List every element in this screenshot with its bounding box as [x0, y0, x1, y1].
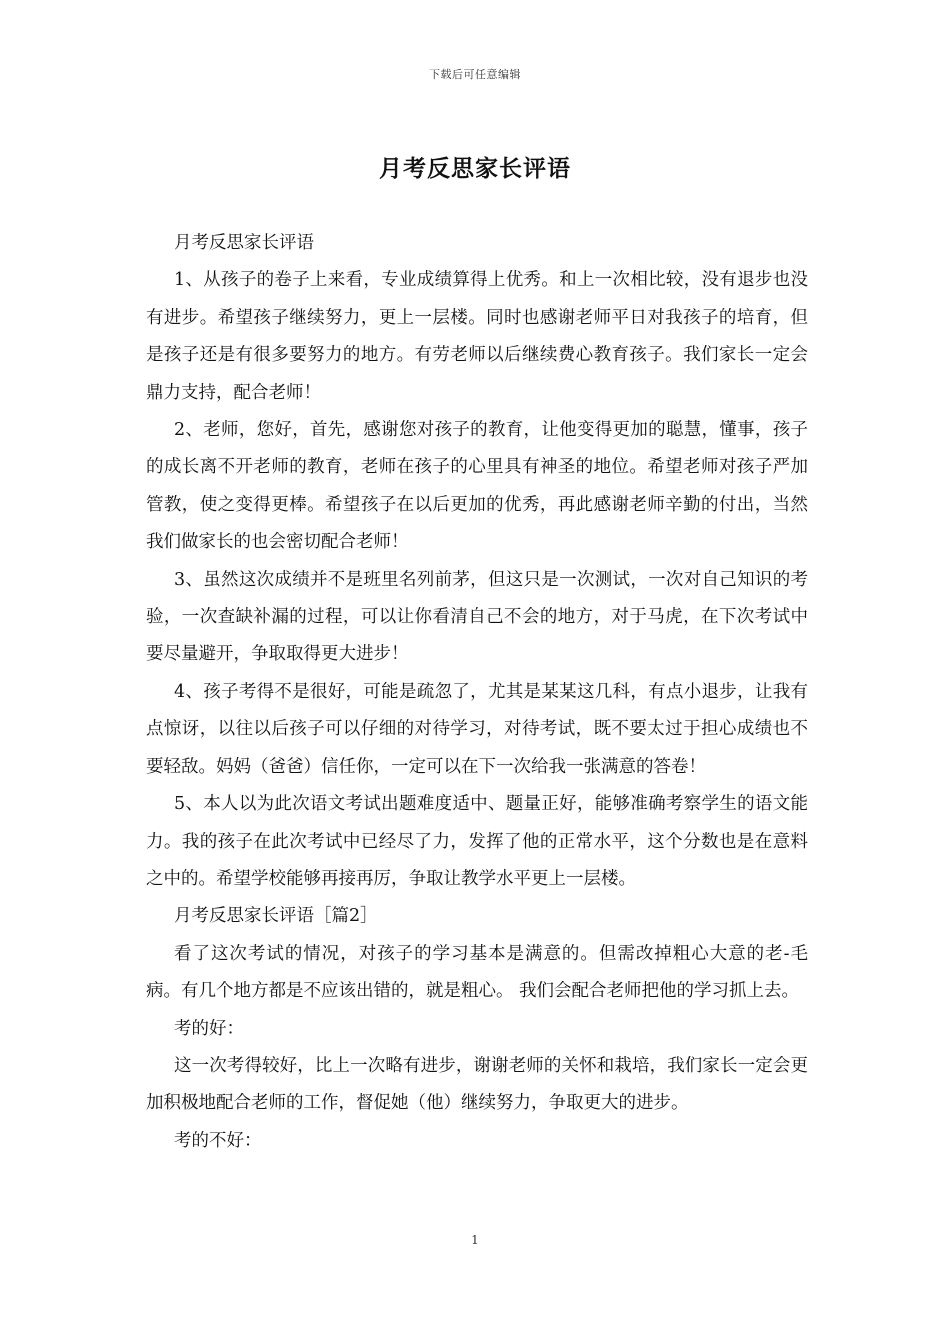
- paragraph-bad-heading: 考的不好：: [174, 1130, 262, 1151]
- paragraph-section-body: 看了这次考试的情况，对孩子的学习基本是满意的。但需改掉粗心大意的老-毛病。有几个地方都是不应该出错的，就是粗心。 我们会配合老师把他的学习抓上去。: [146, 943, 808, 1002]
- document-title: 月考反思家长评语: [379, 155, 571, 182]
- paragraph-comment-1: 1、从孩子的卷子上来看，专业成绩算得上优秀。和上一次相比较，没有退步也没有进步。希望孩子继续努力，更上一层楼。同时也感谢老师平日对我孩子的培育，但是孩子还是有很多要努力的地方。有劳老师以后继续费心教育孩子。我们家长一定会鼎力支持，配合老师！: [146, 270, 808, 403]
- paragraph-subtitle: 月考反思家长评语: [174, 233, 314, 253]
- paragraph-comment-5: 5、本人以为此次语文考试出题难度适中、题量正好，能够准确考察学生的语文能力。我的孩子在此次考试中已经尽了力，发挥了他的正常水平，这个分数也是在意料之中的。希望学校能够再接再厉，争取让教学水平更上一层楼。: [146, 794, 808, 889]
- document-body: [146, 225, 808, 1160]
- paragraph-comment-4: 4、孩子考得不是很好，可能是疏忽了，尤其是某某这几科，有点小退步，让我有点惊讶，以往以后孩子可以仔细的对待学习，对待考试，既不要太过于担心成绩也不要轻敌。妈妈（爸爸）信任你，一定可以在下一次给我一张满意的答卷！: [146, 681, 808, 777]
- page-number: 1: [471, 1233, 479, 1247]
- paragraph-comment-2: 2、老师，您好，首先，感谢您对孩子的教育，让他变得更加的聪慧，懂事，孩子的成长离不开老师的教育，老师在孩子的心里具有神圣的地位。希望老师对孩子严加管教，使之变得更棒。希望孩子在以后更加的优秀，再此感谢老师辛勤的付出，当然我们做家长的也会密切配合老师！: [146, 420, 808, 553]
- header-note: 下载后可任意编辑: [429, 68, 521, 81]
- paragraph-comment-3: 3、虽然这次成绩并不是班里名列前茅，但这只是一次测试，一次对自己知识的考验，一次查缺补漏的过程，可以让你看清自己不会的地方，对于马虎，在下次考试中要尽量避开，争取取得更大进步！: [146, 569, 808, 665]
- paragraph-good-heading: 考的好：: [174, 1018, 244, 1039]
- paragraph-section-heading: 月考反思家长评语［篇2］: [174, 906, 378, 927]
- paragraph-good-body: 这一次考得较好，比上一次略有进步，谢谢老师的关怀和栽培，我们家长一定会更加积极地配合老师的工作，督促她（他）继续努力，争取更大的进步。: [146, 1055, 808, 1114]
